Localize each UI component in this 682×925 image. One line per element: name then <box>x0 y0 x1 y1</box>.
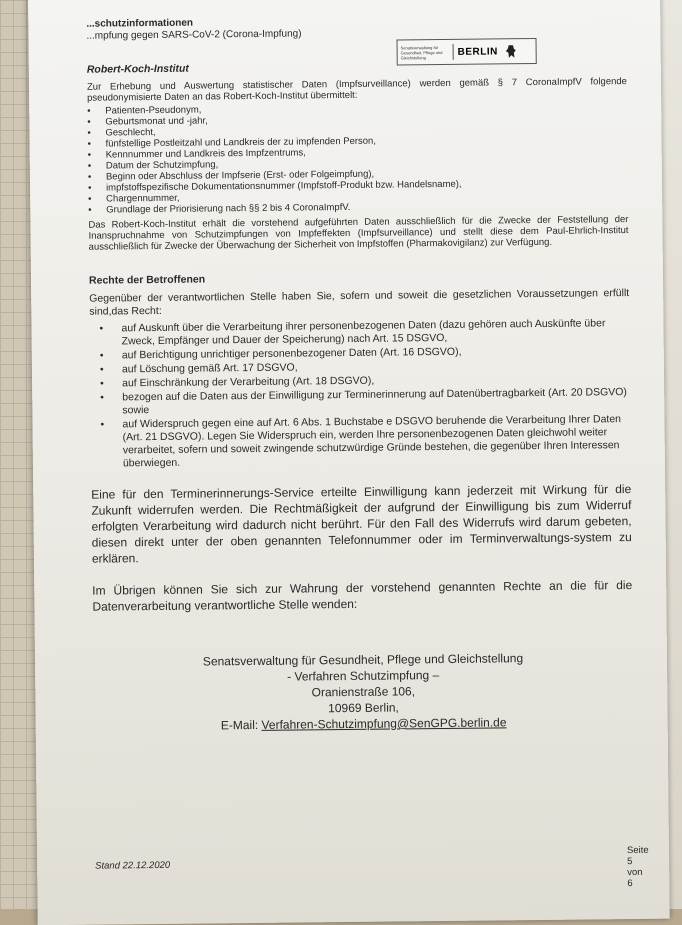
list-item: • bezogen auf die Daten aus der Einwilligung zur Terminerinnerung auf Datenübertragbarkeit (Art. 20 DSGVO) sowie <box>90 386 630 418</box>
address-org: Senatsverwaltung für Gesundheit, Pflege und Gleichstellung <box>202 651 524 669</box>
list-item: • Grundlage der Priorisierung nach §§ 2 bis 4 CoronaImpfV. <box>88 199 628 216</box>
address-dept: - Verfahren Schutzimpfung – <box>287 668 440 684</box>
rki-intro: Zur Erhebung und Auswertung statistischer Daten (Impfsurveillance) werden gemäß § 7 CoronaImpfV folgende pseudonymisierte Daten an das Robert-Koch-Institut übermittelt: <box>86 76 628 104</box>
rki-title: Robert-Koch-Institut <box>86 62 189 76</box>
list-item: • Geburtsmonat und -jahr, <box>87 111 627 128</box>
rights-intro: Gegenüber der verantwortlichen Stelle haben Sie, sofern und soweit die gesetzlichen Voraussetzungen erfüllt sind,das Recht: <box>89 287 630 318</box>
list-item: • fünfstellige Postleitzahl und Landkreis der zu impfenden Person, <box>88 133 628 150</box>
address-block <box>93 649 634 735</box>
address-city: 10969 Berlin, <box>328 700 399 716</box>
list-item: • Chargennummer, <box>88 188 628 205</box>
list-item: • impfstoffspezifische Dokumentationsnummer (Impfstoff-Produkt bzw. Handelsname), <box>88 177 628 194</box>
footer-page-number: Seite 5 von 6 <box>626 844 649 890</box>
revocation-paragraph: Eine für den Terminerinnerungs-Service erteilte Einwilligung kann jederzeit mit Wirkung für die Zukunft widerrufen werden. Die Rechtmäßigkeit der aufgrund der Einwilligung bis zum Widerruf erfolgten Verarbeitung wird dadurch nicht berührt. Für den Fall des Widerrufs wird darum gebeten, diesen direkt unter der oben genannten Telefonnummer oder im Terminverwaltungs-system zu erklären. <box>91 482 632 566</box>
list-item: • auf Widerspruch gegen eine auf Art. 6 Abs. 1 Buchstabe e DSGVO beruhende die Verarbeitung Ihrer Daten (Art. 21 DSGVO). Legen Sie Widerspruch ein, werden Ihre personenbezogenen Daten gleichwohl weiter verarbeitet, sofern und soweit zwingende schutzwürdige Gründe bestehen, die gegenüber Ihren Interessen überwiegen. <box>90 413 631 471</box>
address-street: Oranienstraße 106, <box>311 684 416 700</box>
list-item: • auf Auskunft über die Verarbeitung ihrer personenbezogenen Daten (dazu gehören auch Auskünfte über Zweck, Empfänger und Dauer der Speicherung) nach Art. 15 DSGVO, <box>89 317 629 349</box>
logo-city-text: BERLIN <box>457 45 498 58</box>
list-item: • Kennnummer und Landkreis des Impfzentrums, <box>88 144 628 161</box>
contact-intro: Im Übrigen können Sie sich zur Wahrung der vorstehend genannten Rechte an die für die Datenverarbeitung verantwortliche Stelle wenden: <box>92 578 633 614</box>
header-line-2: ...mpfung gegen SARS-CoV-2 (Corona-Impfung) <box>86 28 302 42</box>
header-line-1: ...schutzinformationen <box>86 17 194 30</box>
logo-department-text: Senatsverwaltung für Gesundheit, Pflege und Gleichstellung <box>400 44 443 60</box>
page-content <box>86 13 649 890</box>
document-page <box>28 0 670 925</box>
rki-data-list <box>87 100 628 216</box>
rki-outro: Das Robert-Koch-Institut erhält die vorstehend aufgeführten Daten ausschließlich für die Zwecke der Feststellung der Inanspruchnahme von Schutzimpfungen von Impfeffekten (Impfsurveillance) und stellt diese dem Paul-Ehrlich-Institut ausschließlich für Zwecke der Überwachung der Sicherheit von Impfstoffen (Pharmakovigilanz) zur Verfügung. <box>88 214 629 253</box>
list-item: • auf Einschränkung der Verarbeitung (Art. 18 DSGVO), <box>90 372 630 391</box>
rights-list <box>89 317 631 471</box>
list-item: • auf Löschung gemäß Art. 17 DSGVO, <box>90 358 630 377</box>
list-item: • auf Berichtigung unrichtiger personenbezogener Daten (Art. 16 DSGVO), <box>90 344 630 363</box>
list-item: • Geschlecht, <box>87 122 627 139</box>
footer-date: Stand 22.12.2020 <box>95 859 171 872</box>
berlin-logo <box>396 38 536 65</box>
list-item: • Datum der Schutzimpfung, <box>88 155 628 172</box>
list-item: • Beginn oder Abschluss der Impfserie (Erst- oder Folgeimpfung), <box>88 166 628 183</box>
rights-title: Rechte der Betroffenen <box>88 273 206 287</box>
list-item: • Patienten-Pseudonym, <box>87 100 627 117</box>
bear-icon <box>506 45 516 58</box>
email-link[interactable]: Verfahren-Schutzimpfung@SenGPG.berlin.de <box>261 715 507 732</box>
logo-separator <box>453 44 454 60</box>
email-label: E-Mail: <box>220 717 262 733</box>
